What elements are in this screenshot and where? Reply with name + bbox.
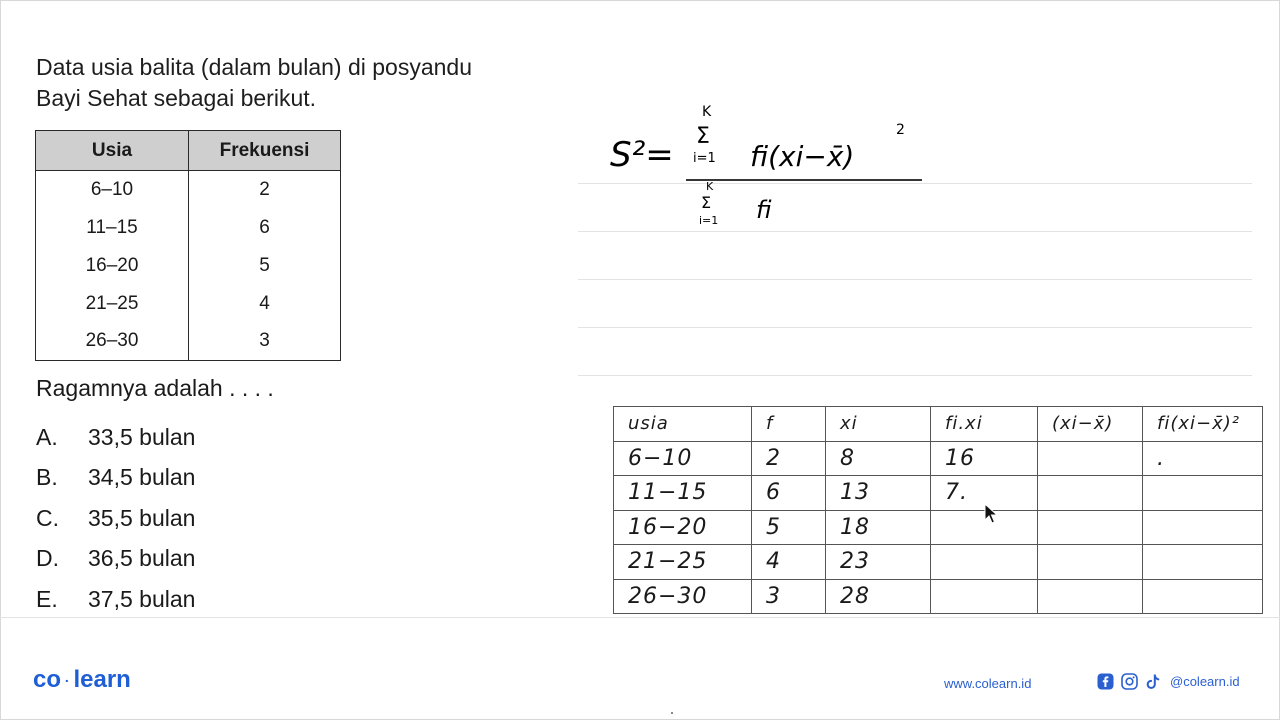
work-cell: 23 <box>826 545 931 580</box>
table-row <box>36 209 341 247</box>
work-cell <box>931 579 1038 614</box>
mouse-pointer-icon <box>984 503 998 525</box>
table-header-row <box>36 131 341 171</box>
table-row <box>614 545 1263 580</box>
option-text: 34,5 bulan <box>88 464 196 491</box>
work-cell: 5 <box>752 510 826 545</box>
logo-part-learn: learn <box>73 666 131 693</box>
variance-formula <box>610 88 940 248</box>
work-cell <box>1143 510 1263 545</box>
age-frequency-table <box>35 130 341 361</box>
work-cell: 11−15 <box>614 476 752 511</box>
work-cell: 6 <box>752 476 826 511</box>
option-text: 33,5 bulan <box>88 423 196 450</box>
work-cell <box>1038 441 1143 476</box>
work-cell: 21−25 <box>614 545 752 580</box>
option-text: 35,5 bulan <box>88 504 196 531</box>
work-cell <box>1038 510 1143 545</box>
instagram-icon[interactable] <box>1120 672 1138 690</box>
option-letter: E. <box>36 585 58 612</box>
colearn-logo[interactable] <box>33 666 131 694</box>
work-cell: 16−20 <box>614 510 752 545</box>
header-frekuensi: Frekuensi <box>189 131 341 171</box>
option-letter: D. <box>36 545 59 572</box>
option-text: 37,5 bulan <box>88 585 196 612</box>
option-letter: C. <box>36 504 59 531</box>
decorative-dot <box>671 712 673 714</box>
work-header-deviation: (xi−x̄) <box>1038 407 1143 442</box>
work-cell <box>1143 579 1263 614</box>
work-header-xi: xi <box>826 407 931 442</box>
table-row <box>614 441 1263 476</box>
logo-part-co: co <box>33 666 62 693</box>
question-prompt: Ragamnya adalah . . . . <box>36 375 274 401</box>
table-row <box>36 247 341 285</box>
table-row <box>36 323 341 361</box>
formula-lhs: S²= <box>610 135 674 175</box>
option-e[interactable] <box>36 579 195 620</box>
work-cell: 28 <box>826 579 931 614</box>
work-cell: 7. <box>931 476 1038 511</box>
work-cell <box>1143 545 1263 580</box>
header-usia: Usia <box>36 131 189 171</box>
work-table <box>613 406 1263 614</box>
work-cell <box>931 545 1038 580</box>
work-header-fixi: fi.xi <box>931 407 1038 442</box>
option-a[interactable] <box>36 417 195 458</box>
option-letter: B. <box>36 464 58 491</box>
formula-sum-index: i=1 <box>693 151 716 166</box>
option-b[interactable] <box>36 458 195 499</box>
work-cell: 3 <box>752 579 826 614</box>
work-cell: 16 <box>931 441 1038 476</box>
option-d[interactable] <box>36 539 195 580</box>
cell-usia: 26–30 <box>36 323 189 361</box>
work-cell: 26−30 <box>614 579 752 614</box>
social-handle[interactable]: @colearn.id <box>1170 673 1240 689</box>
formula-denominator-term: fi <box>756 196 772 224</box>
sigma-icon: Σ <box>696 124 710 149</box>
table-row <box>614 579 1263 614</box>
question-line-2: Bayi Sehat sebagai berikut. <box>36 85 317 111</box>
website-link[interactable]: www.colearn.id <box>944 676 1032 691</box>
formula-numerator-term: fi(xi−x̄) <box>750 140 855 173</box>
work-cell <box>1143 476 1263 511</box>
sigma-icon: Σ <box>701 193 712 212</box>
option-letter: A. <box>36 423 58 450</box>
work-table-header-row <box>614 407 1263 442</box>
table-row <box>36 285 341 323</box>
work-header-f: f <box>752 407 826 442</box>
work-cell: 6−10 <box>614 441 752 476</box>
option-c[interactable] <box>36 498 195 539</box>
tiktok-icon[interactable] <box>1144 672 1162 690</box>
formula-sum-top-limit: K <box>702 104 712 120</box>
cell-frekuensi: 4 <box>189 285 341 323</box>
cell-usia: 21–25 <box>36 285 189 323</box>
formula-denominator-sum-top: K <box>706 180 714 193</box>
table-row <box>614 476 1263 511</box>
formula-exponent: 2 <box>896 122 905 138</box>
work-cell: 2 <box>752 441 826 476</box>
work-cell: 4 <box>752 545 826 580</box>
work-cell <box>1038 579 1143 614</box>
work-cell: 13 <box>826 476 931 511</box>
work-cell <box>1038 545 1143 580</box>
cell-usia: 11–15 <box>36 209 189 247</box>
table-row <box>36 171 341 209</box>
facebook-icon[interactable] <box>1096 672 1114 690</box>
formula-denominator-sum-bottom: i=1 <box>699 214 719 227</box>
logo-dot-icon: · <box>61 672 74 689</box>
cell-frekuensi: 6 <box>189 209 341 247</box>
work-cell: . <box>1143 441 1263 476</box>
work-header-weighted-sq-deviation: fi(xi−x̄)² <box>1143 407 1263 442</box>
work-cell: 8 <box>826 441 931 476</box>
cell-frekuensi: 3 <box>189 323 341 361</box>
work-cell <box>1038 476 1143 511</box>
table-row <box>614 510 1263 545</box>
work-header-usia: usia <box>614 407 752 442</box>
question-line-1: Data usia balita (dalam bulan) di posyandu <box>36 54 472 80</box>
cell-usia: 16–20 <box>36 247 189 285</box>
option-text: 36,5 bulan <box>88 545 196 572</box>
question-text <box>36 52 596 114</box>
answer-options <box>36 417 195 620</box>
cell-frekuensi: 2 <box>189 171 341 209</box>
cell-frekuensi: 5 <box>189 247 341 285</box>
work-cell: 18 <box>826 510 931 545</box>
social-links <box>1096 672 1240 690</box>
cell-usia: 6–10 <box>36 171 189 209</box>
